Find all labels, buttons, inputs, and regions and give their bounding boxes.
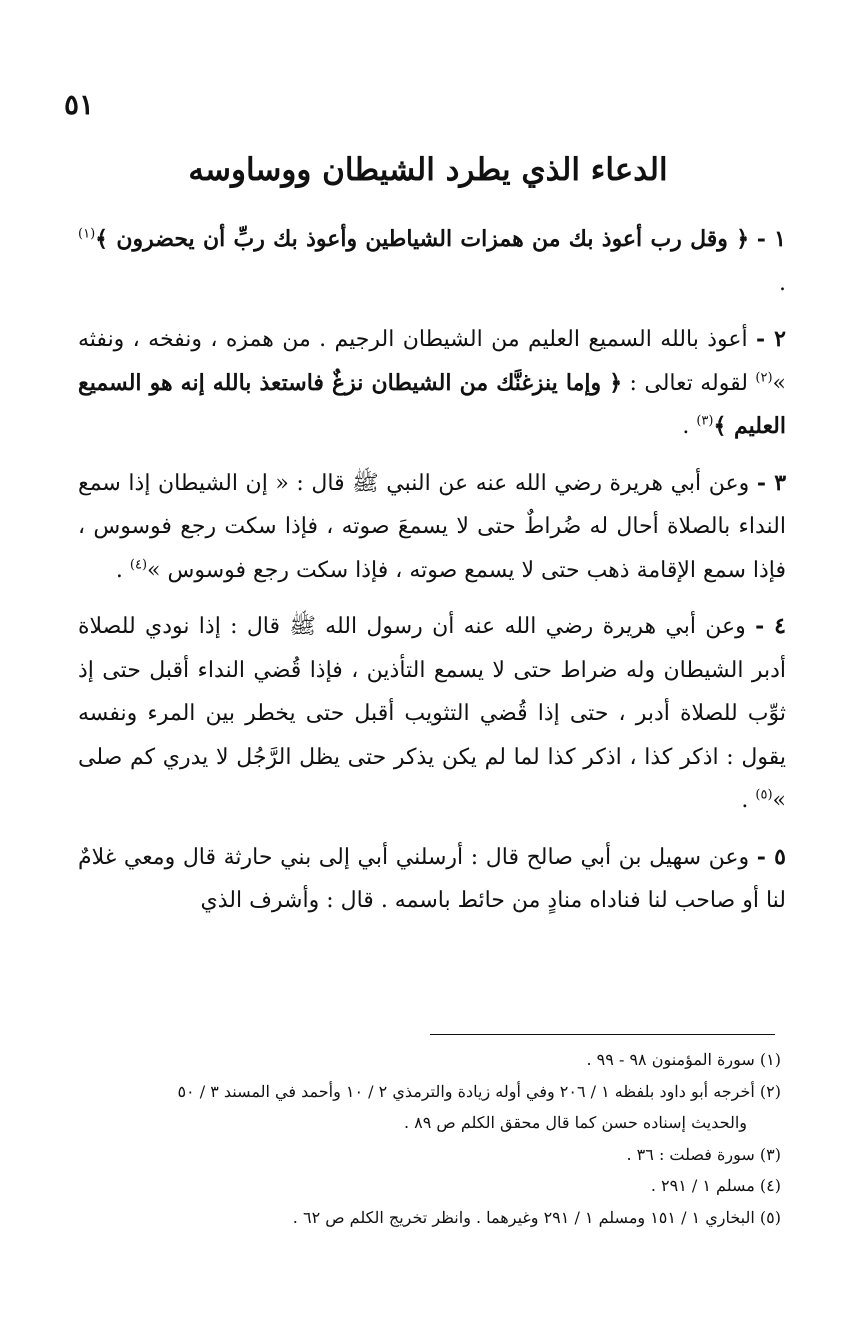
footnote-ref: (٥): [755, 787, 773, 803]
quran-verse: ﴿ وقل رب أعوذ بك من همزات الشياطين وأعوذ بك ربِّ أن يحضرون ﴾: [95, 226, 750, 252]
paragraph-text: أعوذ بالله السميع العليم من الشيطان الرجيم . من همزه ، ونفخه ، ونفثه »: [78, 327, 786, 396]
paragraph-number: ٢ -: [755, 326, 786, 352]
paragraph-text: وعن أبي هريرة رضي الله عنه عن النبي ﷺ قال : « إن الشيطان إذا سمع النداء بالصلاة أحال له ضُراطٌ حتى لا يسمعَ صوته ، فإذا سكت رجع فوسوس ، فإذا سمع الإقامة ذهب حتى لا يسمع صوته ، فإذا سكت رجع فوسوس »: [78, 470, 786, 583]
paragraph-text: وعن سهيل بن أبي صالح قال : أرسلني أبي إلى بني حارثة قال ومعي غلامٌ لنا أو صاحب لنا فناداه منادٍ من حائط باسمه . قال : وأشرف الذي: [78, 844, 786, 913]
paragraph-number: ٣ -: [756, 469, 787, 496]
paragraph-text-cont: لقوله تعالى :: [622, 370, 756, 396]
footnote-5: (٥) البخاري ١ / ١٥١ ومسلم ١ / ٢٩١ وغيرهما . وانظر تخريج الكلم ص ٦٢ .: [292, 1207, 781, 1227]
footnote-ref: (٤): [129, 557, 148, 573]
paragraph-number: ١ -: [756, 226, 786, 252]
paragraph-end: .: [115, 557, 130, 583]
footnote-3: (٣) سورة فصلت : ٣٦ .: [626, 1144, 781, 1164]
paragraph-2: [78, 318, 786, 449]
footnote-2: (٢) أخرجه أبو داود بلفظه ١ / ٢٠٦ وفي أوله زيادة والترمذي ٢ / ١٠ وأحمد في المسند ٣ / ٥٠: [177, 1081, 781, 1101]
paragraph-end: .: [741, 788, 756, 813]
paragraph-number: ٥ -: [756, 843, 786, 870]
footnote-ref: (٢): [755, 370, 773, 386]
footnote-ref: (٣): [696, 413, 714, 429]
footnote-2-continued: والحديث إسناده حسن كما قال محقق الكلم ص ٨٩ .: [403, 1113, 747, 1132]
paragraph-3: [78, 462, 786, 593]
paragraph-5: [78, 836, 786, 923]
paragraph-number: ٤ -: [755, 613, 786, 639]
paragraph-end: .: [779, 270, 786, 296]
footnote-divider: [430, 1034, 775, 1035]
paragraph-4: [78, 605, 786, 823]
quran-verse: ﴿ وإما ينزغنَّك من الشيطان نزغٌ فاستعذ بالله إنه هو السميع العليم ﴾: [78, 369, 786, 439]
section-title: الدعاء الذي يطرد الشيطان ووساوسه: [188, 152, 668, 188]
footnote-ref: (١): [78, 226, 96, 242]
footnote-1: (١) سورة المؤمنون ٩٨ - ٩٩ .: [586, 1050, 781, 1069]
main-text: [78, 218, 786, 936]
paragraph-1: [78, 218, 786, 305]
page-number: ٥١: [64, 88, 95, 121]
paragraph-text: وعن أبي هريرة رضي الله عنه أن رسول الله ﷺ قال : إذا نودي للصلاة أدبر الشيطان وله ضراط حتى لا يسمع التأذين ، فإذا قُضي النداء أقبل حتى إذ ثوِّب للصلاة أدبر ، حتى إذا قُضي التثويب أقبل حتى يخطر بين المرء ونفسه يقول : اذكر كذا ، اذكر كذا لما لم يكن يذكر حتى يظل الرَّجُل لا يدري كم صلى »: [78, 614, 786, 813]
paragraph-end: .: [682, 414, 697, 439]
footnotes: [78, 1044, 781, 1233]
footnote-4: (٤) مسلم ١ / ٢٩١ .: [650, 1176, 781, 1195]
